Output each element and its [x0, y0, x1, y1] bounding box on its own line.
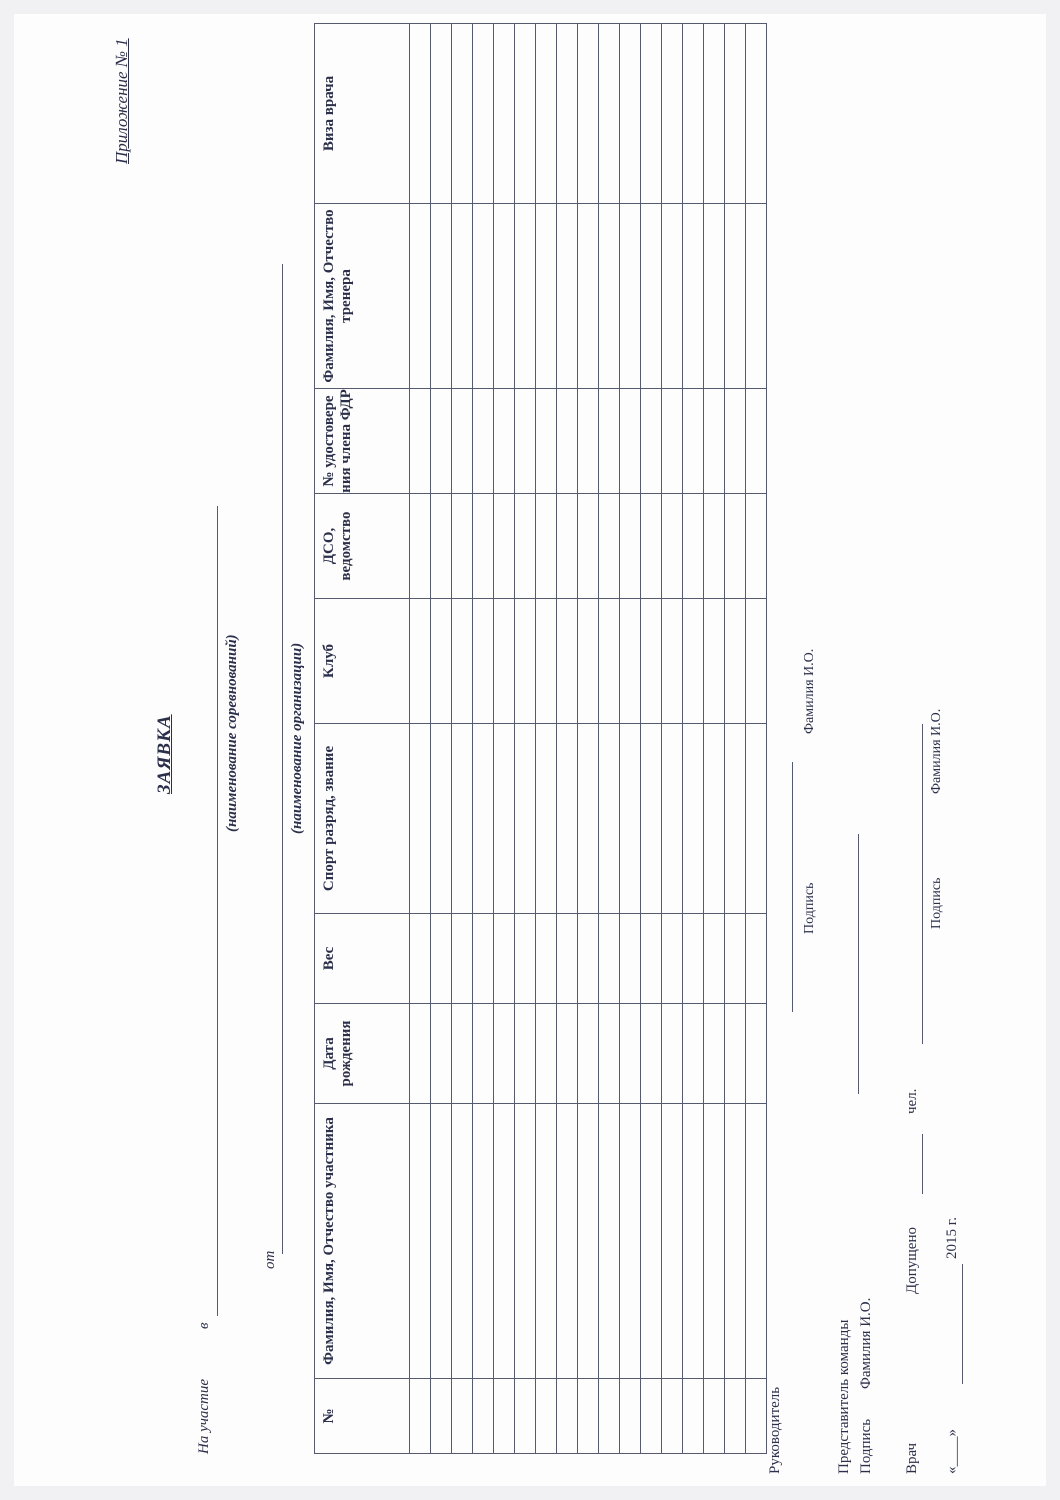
table-cell[interactable] [557, 1004, 578, 1104]
table-cell[interactable] [515, 494, 536, 599]
table-cell[interactable] [641, 724, 662, 914]
table-cell[interactable] [662, 389, 683, 494]
table-cell[interactable] [494, 494, 515, 599]
table-cell[interactable] [578, 204, 599, 389]
in-label: в [196, 1322, 212, 1329]
table-cell[interactable] [473, 1004, 494, 1104]
table-cell[interactable] [410, 494, 431, 599]
table-cell[interactable] [515, 724, 536, 914]
table-cell[interactable] [410, 1104, 431, 1379]
table-cell[interactable] [746, 914, 767, 1004]
table-cell[interactable] [431, 389, 452, 494]
table-cell[interactable] [746, 724, 767, 914]
table-cell[interactable] [557, 389, 578, 494]
table-cell[interactable] [641, 914, 662, 1004]
table-cell[interactable] [431, 494, 452, 599]
table-cell[interactable] [725, 389, 746, 494]
rotated-page [24, 34, 1044, 1494]
table-cell[interactable] [641, 389, 662, 494]
table-cell[interactable] [536, 599, 557, 724]
table-cell[interactable] [536, 24, 557, 204]
table-cell[interactable] [578, 1379, 599, 1454]
table-cell[interactable] [578, 599, 599, 724]
header-weight: Вес [315, 914, 410, 1004]
table-cell[interactable] [452, 204, 473, 389]
table-cell[interactable] [578, 24, 599, 204]
participation-label: На участие [196, 1378, 212, 1454]
table-cell[interactable] [725, 24, 746, 204]
table-cell[interactable] [662, 1379, 683, 1454]
table-cell[interactable] [725, 1004, 746, 1104]
header-doctor-visa: Виза врача [315, 24, 410, 204]
table-cell[interactable] [704, 1004, 725, 1104]
table-row [431, 24, 452, 1454]
table-cell[interactable] [410, 204, 431, 389]
table-cell[interactable] [578, 1004, 599, 1104]
header-coach-name: Фамилия, Имя, Отчество тренера [315, 204, 410, 389]
table-cell[interactable] [452, 1379, 473, 1454]
table-cell[interactable] [515, 1104, 536, 1379]
header-sport-rank: Спорт разряд, звание [315, 724, 410, 914]
date-month-line[interactable] [962, 1264, 963, 1384]
table-cell[interactable] [494, 1004, 515, 1104]
table-cell[interactable] [620, 1004, 641, 1104]
table-cell[interactable] [515, 599, 536, 724]
table-cell[interactable] [662, 914, 683, 1004]
table-cell[interactable] [494, 914, 515, 1004]
head-label: Руководитель [767, 1386, 783, 1474]
table-cell[interactable] [704, 724, 725, 914]
table-cell[interactable] [683, 1379, 704, 1454]
table-cell[interactable] [683, 1104, 704, 1379]
table-cell[interactable] [452, 1004, 473, 1104]
table-row [473, 24, 494, 1454]
header-participant-name: Фамилия, Имя, Отчество участника [315, 1104, 410, 1379]
doctor-signature-caption: Подпись [929, 877, 944, 929]
table-cell[interactable] [599, 599, 620, 724]
table-cell[interactable] [557, 24, 578, 204]
table-cell[interactable] [494, 724, 515, 914]
table-cell[interactable] [557, 1379, 578, 1454]
table-cell[interactable] [494, 389, 515, 494]
competition-caption: (наименование соревнований) [224, 634, 240, 832]
table-cell[interactable] [494, 24, 515, 204]
head-signature-caption: Подпись [802, 882, 817, 934]
organization-caption: (наименование организации) [289, 642, 305, 834]
table-cell[interactable] [683, 599, 704, 724]
table-cell[interactable] [515, 914, 536, 1004]
header-birth-date: Дата рождения [315, 1004, 410, 1104]
table-cell[interactable] [410, 1379, 431, 1454]
table-cell[interactable] [599, 24, 620, 204]
table-row [746, 24, 767, 1454]
admitted-count-line[interactable] [922, 1134, 923, 1194]
table-row [578, 24, 599, 1454]
table-cell[interactable] [452, 494, 473, 599]
table-cell[interactable] [683, 24, 704, 204]
table-cell[interactable] [578, 724, 599, 914]
table-cell[interactable] [599, 204, 620, 389]
table-cell[interactable] [746, 389, 767, 494]
table-row [536, 24, 557, 1454]
table-cell[interactable] [725, 494, 746, 599]
table-cell[interactable] [662, 1104, 683, 1379]
table-cell[interactable] [641, 494, 662, 599]
table-row [725, 24, 746, 1454]
table-cell[interactable] [536, 389, 557, 494]
table-cell[interactable] [431, 914, 452, 1004]
table-cell[interactable] [641, 204, 662, 389]
table-cell[interactable] [641, 599, 662, 724]
table-cell[interactable] [536, 1004, 557, 1104]
table-cell[interactable] [473, 389, 494, 494]
table-cell[interactable] [725, 1379, 746, 1454]
table-row [704, 24, 725, 1454]
table-cell[interactable] [683, 204, 704, 389]
table-cell[interactable] [683, 389, 704, 494]
admitted-label: Допущено [904, 1227, 920, 1294]
table-cell[interactable] [473, 724, 494, 914]
table-cell[interactable] [599, 389, 620, 494]
table-cell[interactable] [536, 914, 557, 1004]
team-rep-signature-caption: Подпись [858, 1418, 874, 1474]
head-name-caption: Фамилия И.О. [802, 648, 817, 734]
table-row [515, 24, 536, 1454]
table-row [641, 24, 662, 1454]
table-cell[interactable] [704, 1379, 725, 1454]
table-cell[interactable] [578, 1104, 599, 1379]
table-cell[interactable] [725, 599, 746, 724]
table-cell[interactable] [473, 1104, 494, 1379]
table-cell[interactable] [431, 1104, 452, 1379]
table-cell[interactable] [704, 204, 725, 389]
table-cell[interactable] [578, 914, 599, 1004]
table-cell[interactable] [536, 1379, 557, 1454]
table-cell[interactable] [515, 24, 536, 204]
table-cell[interactable] [557, 204, 578, 389]
persons-label: чел. [904, 1088, 920, 1114]
date-day-label: «____» [944, 1429, 960, 1474]
table-cell[interactable] [536, 204, 557, 389]
table-cell[interactable] [620, 24, 641, 204]
table-cell[interactable] [662, 494, 683, 599]
table-cell[interactable] [410, 24, 431, 204]
table-cell[interactable] [599, 1004, 620, 1104]
table-cell[interactable] [473, 494, 494, 599]
table-cell[interactable] [410, 389, 431, 494]
team-rep-label: Представитель команды [836, 1319, 852, 1474]
table-cell[interactable] [536, 1104, 557, 1379]
table-cell[interactable] [662, 724, 683, 914]
table-cell[interactable] [683, 494, 704, 599]
table-cell[interactable] [704, 389, 725, 494]
table-cell[interactable] [557, 914, 578, 1004]
table-cell[interactable] [557, 724, 578, 914]
from-label: от [262, 1250, 278, 1269]
table-cell[interactable] [452, 724, 473, 914]
table-cell[interactable] [725, 1104, 746, 1379]
doctor-signature-line[interactable] [922, 724, 923, 1044]
table-cell[interactable] [620, 1104, 641, 1379]
header-number: № [315, 1379, 410, 1454]
table-cell[interactable] [473, 599, 494, 724]
table-cell[interactable] [746, 1379, 767, 1454]
table-cell[interactable] [557, 599, 578, 724]
table-cell[interactable] [662, 1004, 683, 1104]
table-cell[interactable] [578, 494, 599, 599]
table-cell[interactable] [746, 1104, 767, 1379]
table-cell[interactable] [473, 204, 494, 389]
team-rep-name-caption: Фамилия И.О. [858, 1297, 874, 1389]
table-cell[interactable] [599, 914, 620, 1004]
table-cell[interactable] [536, 494, 557, 599]
table-cell[interactable] [599, 724, 620, 914]
appendix-label: Приложение № 1 [112, 38, 131, 164]
table-cell[interactable] [536, 724, 557, 914]
table-cell[interactable] [620, 494, 641, 599]
table-cell[interactable] [410, 914, 431, 1004]
table-cell[interactable] [557, 1104, 578, 1379]
table-cell[interactable] [662, 204, 683, 389]
table-cell[interactable] [431, 599, 452, 724]
head-signature-line[interactable] [792, 762, 793, 1012]
table-cell[interactable] [725, 914, 746, 1004]
table-cell[interactable] [515, 1004, 536, 1104]
table-cell[interactable] [431, 1004, 452, 1104]
doctor-label: Врач [904, 1442, 920, 1474]
table-cell[interactable] [620, 1379, 641, 1454]
table-row [410, 24, 431, 1454]
table-cell[interactable] [662, 24, 683, 204]
table-cell[interactable] [746, 204, 767, 389]
table-cell[interactable] [662, 599, 683, 724]
table-cell[interactable] [620, 599, 641, 724]
table-row [620, 24, 641, 1454]
table-cell[interactable] [557, 494, 578, 599]
table-cell[interactable] [431, 724, 452, 914]
doctor-name-caption: Фамилия И.О. [929, 708, 944, 794]
paper-sheet [14, 14, 1046, 1486]
table-cell[interactable] [452, 389, 473, 494]
table-cell[interactable] [683, 1004, 704, 1104]
table-cell[interactable] [515, 389, 536, 494]
team-rep-signature-line[interactable] [858, 834, 859, 1094]
table-row [494, 24, 515, 1454]
table-cell[interactable] [704, 1104, 725, 1379]
table-cell[interactable] [410, 1004, 431, 1104]
table-cell[interactable] [620, 389, 641, 494]
table-cell[interactable] [578, 389, 599, 494]
table-cell[interactable] [620, 204, 641, 389]
table-row [452, 24, 473, 1454]
table-cell[interactable] [452, 914, 473, 1004]
header-dso: ДСО, ведомство [315, 494, 410, 599]
table-cell[interactable] [410, 724, 431, 914]
table-cell[interactable] [725, 204, 746, 389]
table-cell[interactable] [746, 24, 767, 204]
table-cell[interactable] [452, 1104, 473, 1379]
table-cell[interactable] [704, 599, 725, 724]
table-row [662, 24, 683, 1454]
table-cell[interactable] [431, 24, 452, 204]
table-cell[interactable] [641, 1104, 662, 1379]
table-cell[interactable] [494, 599, 515, 724]
table-cell[interactable] [473, 1379, 494, 1454]
table-cell[interactable] [599, 1379, 620, 1454]
table-cell[interactable] [494, 1379, 515, 1454]
table-cell[interactable] [431, 1379, 452, 1454]
table-cell[interactable] [683, 914, 704, 1004]
table-cell[interactable] [599, 494, 620, 599]
table-cell[interactable] [704, 24, 725, 204]
table-cell[interactable] [620, 724, 641, 914]
table-row [599, 24, 620, 1454]
header-fdr-id: № удостовере ния члена ФДР [315, 389, 410, 494]
table-cell[interactable] [473, 24, 494, 204]
table-cell[interactable] [641, 1004, 662, 1104]
table-cell[interactable] [515, 204, 536, 389]
table-row [683, 24, 704, 1454]
document-title: ЗАЯВКА [154, 714, 175, 794]
table-cell[interactable] [746, 599, 767, 724]
participants-table [314, 23, 767, 1454]
organization-name-line[interactable] [282, 264, 283, 1254]
table-cell[interactable] [431, 204, 452, 389]
table-cell[interactable] [704, 494, 725, 599]
table-cell[interactable] [473, 914, 494, 1004]
table-cell[interactable] [452, 599, 473, 724]
table-row [557, 24, 578, 1454]
table-cell[interactable] [641, 1379, 662, 1454]
table-cell[interactable] [494, 1104, 515, 1379]
competition-name-line[interactable] [217, 506, 218, 1316]
table-cell[interactable] [725, 724, 746, 914]
table-cell[interactable] [641, 24, 662, 204]
table-cell[interactable] [704, 914, 725, 1004]
year-label: 2015 г. [944, 1217, 960, 1259]
table-header-row [315, 24, 410, 1454]
table-cell[interactable] [494, 204, 515, 389]
table-cell[interactable] [620, 914, 641, 1004]
table-cell[interactable] [746, 1004, 767, 1104]
table-cell[interactable] [746, 494, 767, 599]
table-cell[interactable] [683, 724, 704, 914]
table-cell[interactable] [452, 24, 473, 204]
header-club: Клуб [315, 599, 410, 724]
table-cell[interactable] [515, 1379, 536, 1454]
table-cell[interactable] [410, 599, 431, 724]
table-cell[interactable] [599, 1104, 620, 1379]
